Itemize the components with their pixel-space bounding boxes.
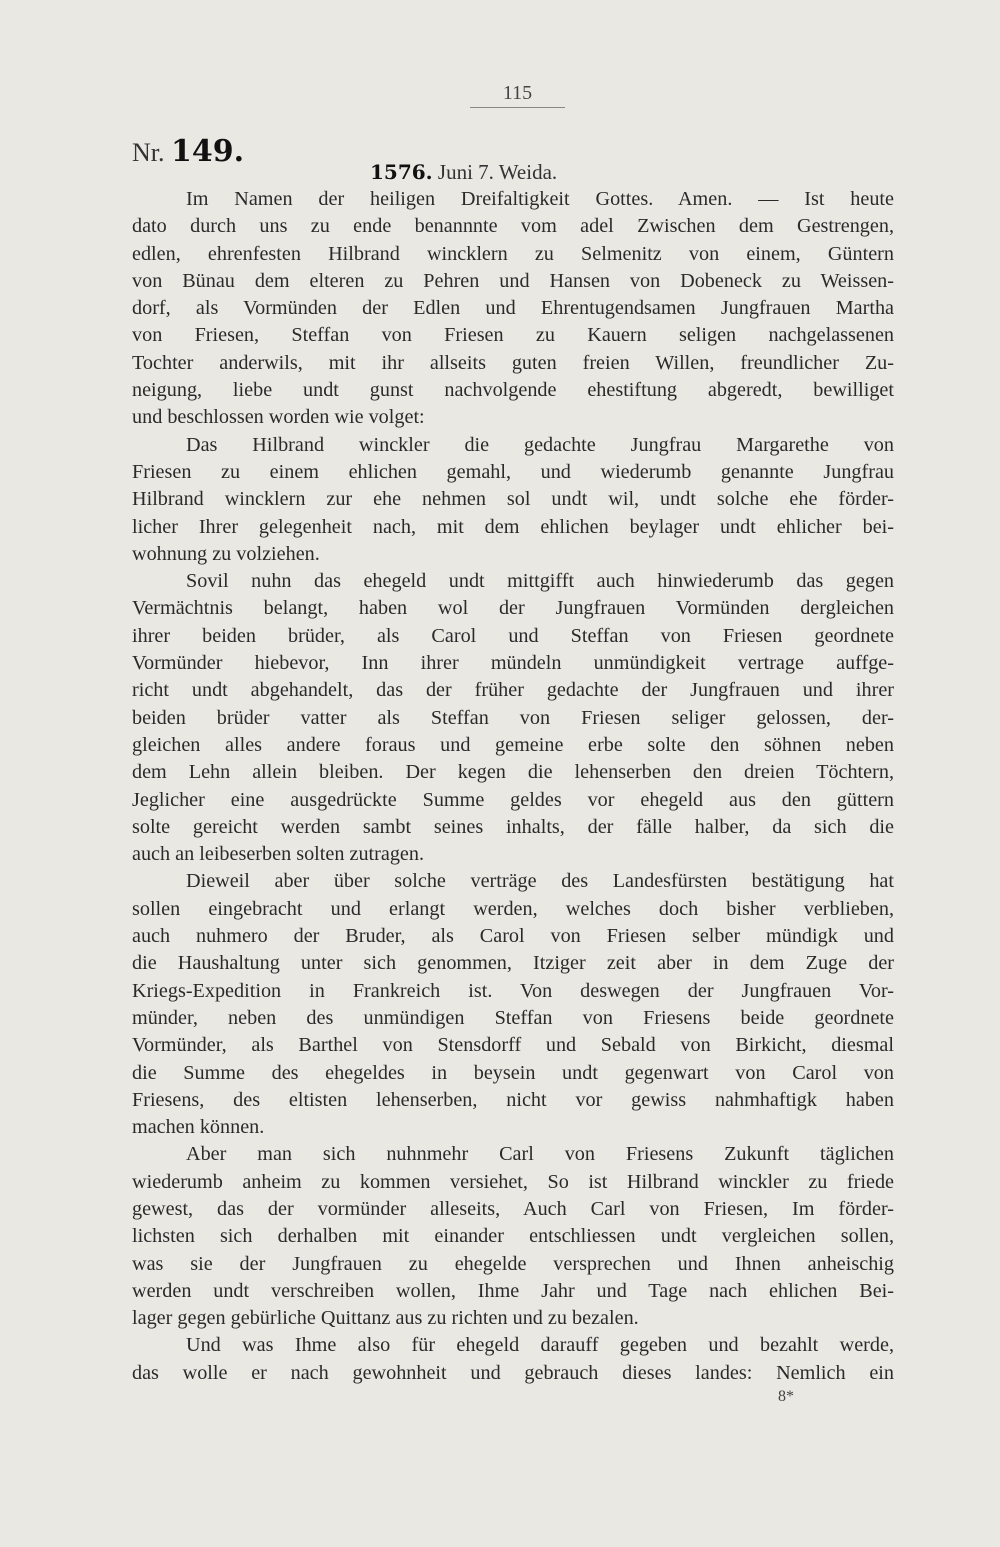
text-line: Friesen zu einem ehlichen gemahl, und wiederumb genannte Jungfrau bbox=[132, 460, 894, 483]
text-line: edlen, ehrenfesten Hilbrand wincklern zu Selmenitz von einem, Güntern bbox=[132, 242, 894, 265]
text-line: Jeglicher eine ausgedrückte Summe geldes vor ehegeld aus den güttern bbox=[132, 788, 894, 811]
text-line: die Summe des ehegeldes in beysein undt gegenwart von Carol von bbox=[132, 1061, 894, 1084]
text-line: lichsten sich derhalben mit einander entschliessen undt vergleichen sollen, bbox=[132, 1225, 894, 1248]
text-line: lager gegen gebürliche Quittanz aus zu richten und zu bezalen. bbox=[132, 1307, 639, 1330]
text-line: von Bünau dem elteren zu Pehren und Hansen von Dobeneck zu Weissen- bbox=[132, 269, 894, 292]
text-line: dem Lehn allein bleiben. Der kegen die lehenserben den dreien Töchtern, bbox=[132, 761, 894, 784]
text-line: neigung, liebe undt gunst nachvolgende ehestiftung abgeredt, bewilliget bbox=[132, 379, 894, 402]
text-line: werden undt verschreiben wollen, Ihme Jahr und Tage nach ehlichen Bei- bbox=[132, 1279, 894, 1302]
text-line: Das Hilbrand winckler die gedachte Jungfrau Margarethe von bbox=[186, 433, 894, 456]
signature-mark: 8* bbox=[778, 1388, 794, 1405]
text-line: wohnung zu volziehen. bbox=[132, 542, 320, 565]
text-line: machen können. bbox=[132, 1116, 265, 1139]
document-number bbox=[132, 134, 244, 169]
text-line: solte gereicht werden sambt seines inhalts, der fälle halber, da sich die bbox=[132, 815, 894, 838]
text-line: sollen eingebracht und erlangt werden, welches doch bisher verblieben, bbox=[132, 897, 894, 920]
text-line: dorf, als Vormünden der Edlen und Ehrentugendsamen Jungfrauen Martha bbox=[132, 297, 894, 320]
text-line: Kriegs-Expedition in Frankreich ist. Von deswegen der Jungfrauen Vor- bbox=[132, 979, 894, 1002]
text-line: richt undt abgehandelt, das der früher gedachte der Jungfrauen und ihrer bbox=[132, 679, 894, 702]
text-line: Friesens, des eltisten lehenserben, nicht vor gewiss nahmhaftigk haben bbox=[132, 1088, 894, 1111]
text-line: Im Namen der heiligen Dreifaltigkeit Gottes. Amen. — Ist heute bbox=[186, 188, 894, 210]
text-line: was sie der Jungfrauen zu ehegelde versprechen und Ihnen anheischig bbox=[132, 1252, 894, 1275]
body-text bbox=[132, 186, 894, 1387]
dateline-place-date: Juni 7. Weida. bbox=[437, 160, 558, 184]
text-line: Vermächtnis belangt, haben wol der Jungfrauen Vormünden dergleichen bbox=[132, 597, 894, 620]
text-line: Tochter anderwils, mit ihr allseits guten freien Willen, freundlicher Zu- bbox=[132, 351, 894, 374]
text-line: auch an leibeserben solten zutragen. bbox=[132, 843, 425, 866]
document-number-label: Nr. bbox=[132, 138, 165, 167]
text-line: Vormünder, als Barthel von Stensdorff und Sebald von Birkicht, diesmal bbox=[132, 1034, 894, 1057]
text-line: Dieweil aber über solche verträge des Landesfürsten bestätigung hat bbox=[186, 870, 894, 893]
text-line: beiden brüder vatter als Steffan von Friesen seliger gelossen, der- bbox=[132, 706, 894, 729]
text-line: auch nuhmero der Bruder, als Carol von Friesen selber mündigk und bbox=[132, 925, 894, 948]
text-line: Und was Ihme also für ehegeld darauff gegeben und bezahlt werde, bbox=[186, 1334, 894, 1357]
text-line: ihrer beiden brüder, als Carol und Steffan von Friesen geordnete bbox=[132, 624, 894, 647]
text-line: münder, neben des unmündigen Steffan von Friesens beide geordnete bbox=[132, 1006, 894, 1029]
text-line: gleichen alles andere foraus und gemeine erbe solte den söhnen neben bbox=[132, 733, 894, 756]
text-line: von Friesen, Steffan von Friesen zu Kauern seligen nachgelassenen bbox=[132, 324, 894, 347]
text-line: das wolle er nach gewohnheit und gebrauch dieses landes: Nemlich ein bbox=[132, 1361, 894, 1384]
text-line: dato durch uns zu ende benannnte vom adel Zwischen dem Gestrengen, bbox=[132, 215, 894, 238]
text-line: Hilbrand wincklern zur ehe nehmen sol undt wil, undt solche ehe förder- bbox=[132, 488, 894, 511]
text-line: Aber man sich nuhnmehr Carl von Friesens Zukunft täglichen bbox=[186, 1143, 894, 1166]
text-line: Vormünder hiebevor, Inn ihrer mündeln unmündigkeit vertrage auffge- bbox=[132, 652, 894, 675]
page-number: 115 bbox=[470, 82, 565, 108]
text-line: wiederumb anheim zu kommen versiehet, So ist Hilbrand winckler zu friede bbox=[132, 1170, 894, 1193]
dateline-year: 1576. bbox=[370, 160, 433, 184]
dateline bbox=[370, 160, 557, 185]
text-line: gewest, das der vormünder alleseits, Auch Carl von Friesen, Im förder- bbox=[132, 1197, 894, 1220]
text-line: und beschlossen worden wie volget: bbox=[132, 406, 425, 429]
text-line: licher Ihrer gelegenheit nach, mit dem ehlichen beylager undt ehlicher bei- bbox=[132, 515, 894, 538]
text-line: die Haushaltung unter sich genommen, Itziger zeit aber in dem Zuge der bbox=[132, 952, 894, 975]
text-line: Sovil nuhn das ehegeld undt mittgifft auch hinwiederumb das gegen bbox=[186, 570, 894, 593]
document-number-value: 149. bbox=[171, 134, 245, 169]
